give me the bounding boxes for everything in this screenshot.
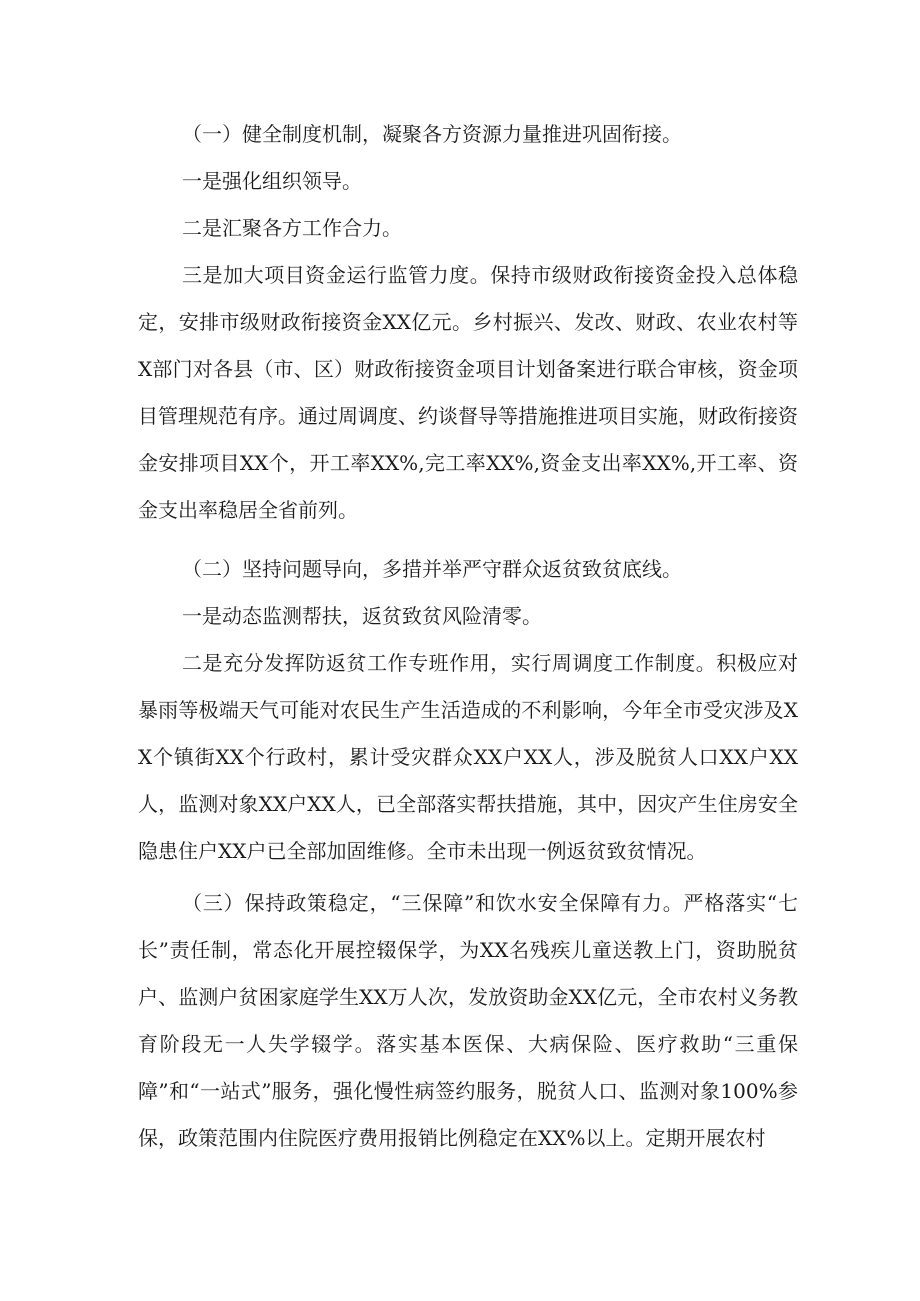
paragraph-point-2: 二是汇聚各方工作合力。 (182, 216, 402, 240)
paragraph-point-1: 一是强化组织领导。 (182, 169, 362, 193)
section-heading-1: （一）健全制度机制，凝聚各方资源力量推进巩固衔接。 (182, 122, 682, 146)
paragraph-point-3: 三是加大项目资金运行监管力度。保持市级财政衔接资金投入总体稳定，安排市级财政衔接资金XX亿元。乡村振兴、发改、财政、农业农村等X部门对各县（市、区）财政衔接资金项目计划备案进行联合审核，资金项目管理规范有序。通过周调度、约谈督导等措施推进项目实施，财政衔接资金安排项目XX个，开工率XX%,完工率XX%,资金支出率XX%,开工率、资金支出率稳居全省前列。 (138, 263, 798, 522)
paragraph-task-force: 二是充分发挥防返贫工作专班作用，实行周调度工作制度。积极应对暴雨等极端天气可能对农民生产生活造成的不利影响，今年全市受灾涉及XX个镇街XX个行政村，累计受灾群众XX户XX人，涉及脱贫人口XX户XX人，监测对象XX户XX人，已全部落实帮扶措施，其中，因灾产生住房安全隐患住户XX户已全部加固维修。全市未出现一例返贫致贫情况。 (138, 651, 798, 863)
paragraph-monitoring: 一是动态监测帮扶，返贫致贫风险清零。 (182, 604, 542, 628)
section-heading-2: （二）坚持问题导向，多措并举严守群众返贫致贫底线。 (182, 557, 682, 581)
section-heading-3: （三）保持政策稳定，“三保障”和饮水安全保障有力。严格落实“七长”责任制，常态化开展控辍保学，为XX名残疾儿童送教上门，资助脱贫户、监测户贫困家庭学生XX万人次，发放资助金XX亿元，全市农村义务教育阶段无一人失学辍学。落实基本医保、大病保险、医疗救助“三重保障”和“一站式”服务，强化慢性病签约服务，脱贫人口、监测对象100%参保，政策范围内住院医疗费用报销比例稳定在XX%以上。定期开展农村 (138, 891, 798, 1150)
